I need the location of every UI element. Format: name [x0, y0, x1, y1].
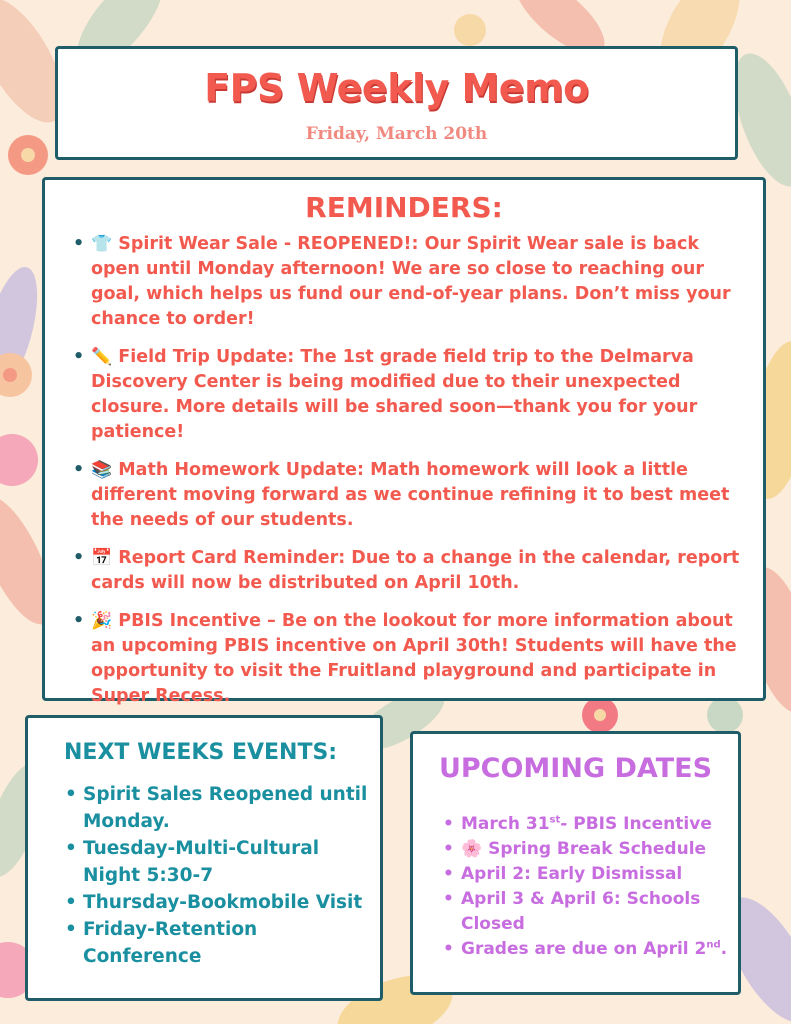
reminders-list	[71, 232, 747, 709]
list-item: • Spirit Sales Reopened until Monday.	[61, 781, 370, 835]
date-text-rest: - PBIS Incentive	[560, 814, 712, 834]
list-item	[437, 937, 730, 962]
events-heading: NEXT WEEKS EVENTS:	[64, 740, 338, 765]
party-popper-icon: 🎉	[91, 611, 113, 631]
date-text: April 3 & April 6: Schools Closed	[461, 889, 701, 934]
list-item	[437, 862, 730, 887]
reminders-card	[42, 177, 766, 706]
list-item	[71, 609, 747, 709]
reminder-text: PBIS Incentive – Be on the lookout for more information about an upcoming PBIS incentive on April 30th! Students will have the opportunity to visit the Fruitland playground and participate in Super Recess.	[91, 611, 737, 706]
reminders-heading: REMINDERS:	[305, 191, 503, 224]
memo-date: Friday, March 20th	[305, 124, 488, 144]
list-item	[437, 887, 730, 937]
list-item	[71, 546, 747, 596]
upcoming-dates-card	[410, 731, 741, 995]
events-list	[61, 781, 370, 970]
date-text: March 31	[461, 814, 550, 834]
list-item	[71, 458, 747, 533]
list-item	[71, 232, 747, 332]
date-text: Grades are due on April 2	[461, 939, 707, 959]
shirt-icon: 👕	[91, 234, 113, 254]
calendar-icon: 📅	[91, 548, 113, 568]
reminder-text: Math Homework Update: Math homework will look a little different moving forward as we continue refining it to best meet the needs of our students.	[91, 460, 730, 530]
ordinal-suffix: nd	[706, 939, 721, 951]
list-item: • Thursday-Bookmobile Visit	[61, 889, 370, 916]
list-item: • Tuesday-Multi-Cultural Night 5:30-7	[61, 835, 370, 889]
date-text-rest: .	[720, 939, 728, 959]
list-item	[437, 837, 730, 862]
reminder-text: Field Trip Update: The 1st grade field trip to the Delmarva Discovery Center is being modified due to their unexpected closure. More details will be shared soon—thank you for your patience!	[91, 347, 698, 442]
memo-title: FPS Weekly Memo	[204, 66, 589, 110]
list-item	[71, 345, 747, 445]
cherry-blossom-icon: 🌸	[461, 839, 483, 859]
reminder-text: Spirit Wear Sale - REOPENED!: Our Spirit Wear sale is back open until Monday afternoon! We are so close to reaching our goal, which helps us fund our end-of-year plans. Don’t miss your chance to order!	[91, 234, 731, 329]
next-weeks-events-card	[25, 715, 383, 1001]
reminder-text: Report Card Reminder: Due to a change in the calendar, report cards will now be distributed on April 10th.	[91, 548, 740, 593]
date-text: Spring Break Schedule	[488, 839, 707, 859]
date-text: April 2: Early Dismissal	[461, 864, 683, 884]
ordinal-suffix: st	[549, 814, 561, 826]
books-icon: 📚	[91, 460, 113, 480]
pencil-icon: ✏️	[91, 347, 113, 367]
dates-list	[437, 812, 730, 962]
list-item: • Friday-Retention Conference	[61, 916, 370, 970]
list-item	[437, 812, 730, 837]
title-card	[55, 46, 738, 160]
dates-heading: UPCOMING DATES	[438, 753, 713, 784]
